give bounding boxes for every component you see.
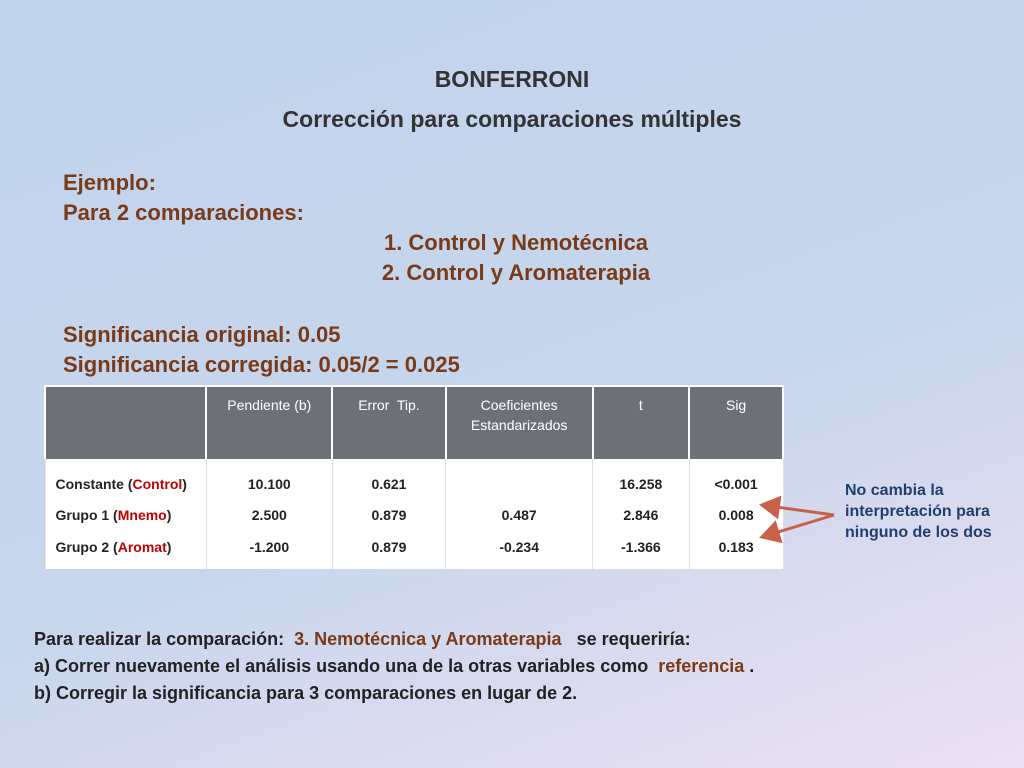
- cell-t: 16.258: [593, 459, 690, 499]
- table-row: [45, 499, 783, 531]
- header-coeficientes: Coeficientes Estandarizados: [446, 386, 593, 459]
- row-label-close: ): [182, 476, 187, 492]
- cell-sig: 0.183: [689, 531, 783, 569]
- cell-pendiente: 10.100: [206, 459, 332, 499]
- significance-original: Significancia original: 0.05: [63, 322, 341, 347]
- bottom-line-1-end: se requeriría:: [561, 629, 691, 649]
- regression-table: [44, 385, 784, 569]
- header-pendiente: Pendiente (b): [206, 386, 332, 459]
- cell-coeficiente: [446, 459, 593, 499]
- table-row: [45, 531, 783, 569]
- bottom-line-2-highlight: referencia: [658, 656, 745, 676]
- header-empty: [45, 386, 206, 459]
- row-label: [45, 459, 206, 499]
- interpretation-note: No cambia la interpretación para ninguno de los dos: [845, 482, 992, 541]
- bottom-line-3: b) Corregir la significancia para 3 comparaciones en lugar de 2.: [34, 683, 578, 703]
- bottom-line-1-text: Para realizar la comparación:: [34, 629, 295, 649]
- cell-error: 0.879: [332, 499, 446, 531]
- table-row: [45, 459, 783, 499]
- cell-pendiente: -1.200: [206, 531, 332, 569]
- comparison-item-1: 1. Control y Nemotécnica: [383, 230, 649, 255]
- cell-t: -1.366: [593, 531, 690, 569]
- slide-title: BONFERRONI: [434, 66, 590, 92]
- row-label-close: ): [166, 539, 172, 555]
- row-label-text: Constante (: [55, 476, 133, 492]
- significance-corrected: Significancia corregida: 0.05/2 = 0.025: [63, 352, 460, 377]
- header-error: Error Tip.: [332, 386, 446, 459]
- table-header-row: [45, 386, 783, 459]
- cell-pendiente: 2.500: [206, 499, 332, 531]
- bottom-line-2-end: .: [744, 656, 755, 676]
- bottom-line-1: [34, 626, 691, 653]
- row-label: [45, 531, 206, 569]
- row-label: [45, 499, 206, 531]
- arrow-icon: [740, 490, 850, 550]
- cell-coeficiente: -0.234: [446, 531, 593, 569]
- cell-error: 0.621: [332, 459, 446, 499]
- cell-sig: 0.008: [689, 499, 783, 531]
- cell-error: 0.879: [332, 531, 446, 569]
- cell-sig: <0.001: [689, 459, 783, 499]
- row-label-close: ): [166, 507, 172, 523]
- row-label-highlight: Control: [132, 476, 183, 492]
- example-label: Ejemplo:: [63, 170, 156, 195]
- comparison-item-2: 2. Control y Aromaterapia: [381, 260, 651, 285]
- bottom-line-2: [34, 653, 754, 680]
- header-t: t: [593, 386, 690, 459]
- row-label-highlight: Aromat: [117, 539, 167, 555]
- row-label-text: Grupo 1 (: [55, 507, 118, 523]
- bottom-line-2-text: a) Correr nuevamente el análisis usando una de la otras variables como: [34, 656, 659, 676]
- row-label-highlight: Mnemo: [117, 507, 167, 523]
- example-intro: Para 2 comparaciones:: [63, 200, 304, 225]
- bottom-line-1-highlight: 3. Nemotécnica y Aromaterapia: [294, 629, 562, 649]
- slide-subtitle: Corrección para comparaciones múltiples: [282, 106, 742, 132]
- cell-t: 2.846: [593, 499, 690, 531]
- header-sig: Sig: [689, 386, 783, 459]
- row-label-text: Grupo 2 (: [55, 539, 118, 555]
- cell-coeficiente: 0.487: [446, 499, 593, 531]
